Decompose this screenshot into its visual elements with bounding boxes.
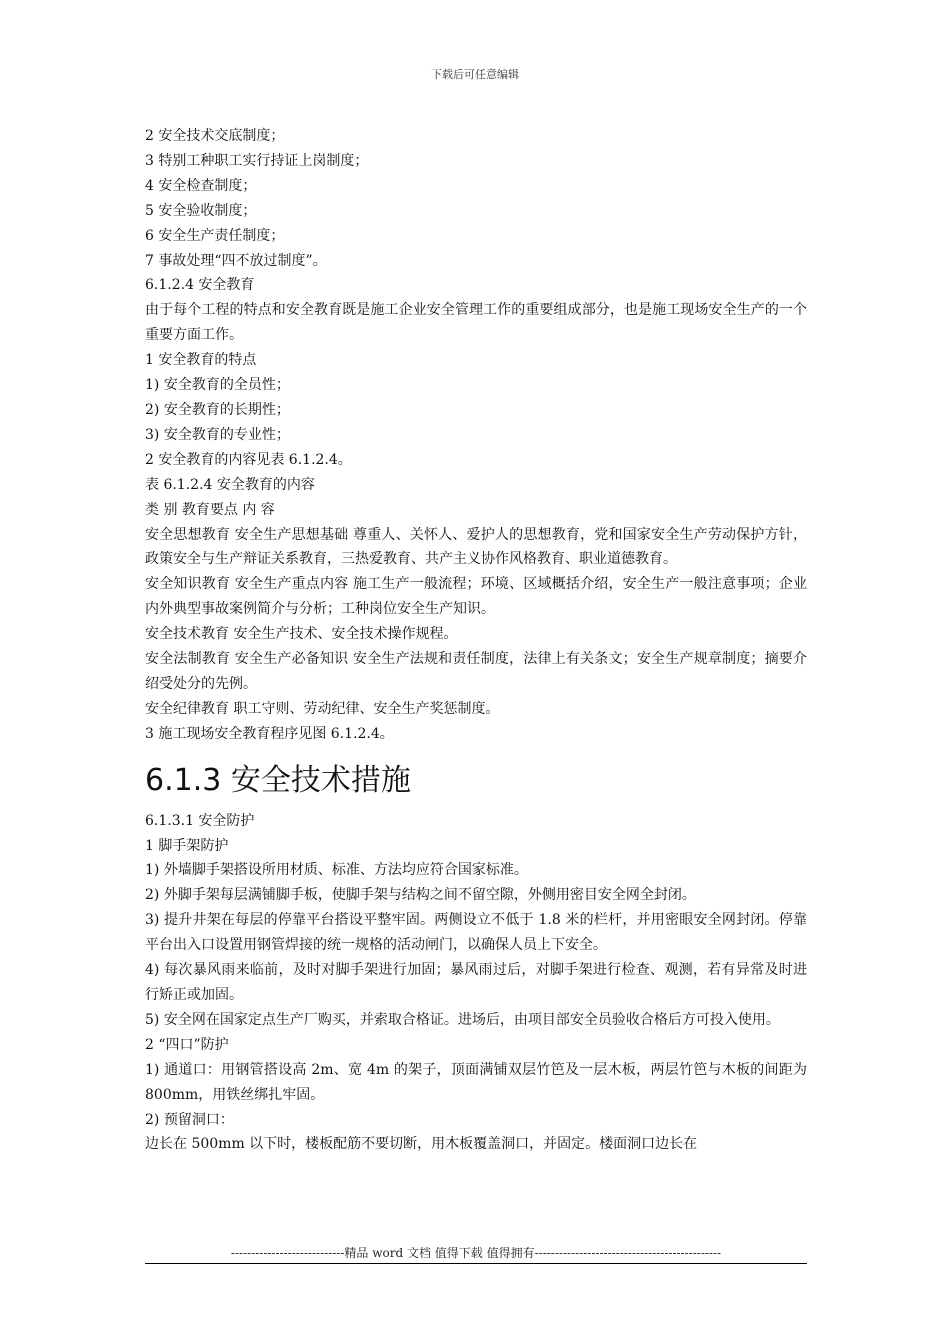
paragraph: 2) 安全教育的长期性； bbox=[145, 401, 290, 418]
paragraph: 3 施工现场安全教育程序见图 6.1.2.4。 bbox=[145, 725, 394, 742]
paragraph: 2 安全技术交底制度； bbox=[145, 128, 285, 144]
paragraph: 2 安全教育的内容见表 6.1.2.4。 bbox=[145, 451, 352, 468]
document-body bbox=[145, 124, 807, 1157]
paragraph: 4) 每次暴风雨来临前，及时对脚手架进行加固；暴风雨过后，对脚手架进行检查、观测，若有异常及时进行矫正或加固。 bbox=[145, 962, 807, 1003]
paragraph: 5 安全验收制度； bbox=[145, 202, 257, 219]
paragraph: 4 安全检查制度； bbox=[145, 177, 257, 194]
page-header: 下载后可任意编辑 bbox=[431, 68, 519, 81]
paragraph: 2 “四口”防护 bbox=[145, 1036, 229, 1053]
table-row: 安全知识教育 安全生产重点内容 施工生产一般流程；环境、区域概括介绍，安全生产一般注意事项；企业内外典型事故案例简介与分析；工种岗位安全生产知识。 bbox=[145, 576, 807, 618]
paragraph: 1 脚手架防护 bbox=[145, 837, 229, 854]
paragraph: 1 安全教育的特点 bbox=[145, 352, 257, 369]
paragraph: 边长在 500mm 以下时，楼板配筋不要切断，用木板覆盖洞口，并固定。楼面洞口边长在 bbox=[145, 1136, 698, 1153]
table-caption: 表 6.1.2.4 安全教育的内容 bbox=[145, 476, 315, 493]
section-part-a bbox=[145, 124, 807, 747]
paragraph: 7 事故处理“四不放过制度”。 bbox=[145, 252, 327, 269]
table-row: 安全思想教育 安全生产思想基础 尊重人、关怀人、爱护人的思想教育，党和国家安全生产劳动保护方针，政策安全与生产辩证关系教育，三热爱教育、共产主义协作风格教育、职业道德教育。 bbox=[145, 526, 807, 568]
subsection-title: 6.1.3.1 安全防护 bbox=[145, 812, 255, 829]
page-footer: ----------------------------精品 word 文档 值得下载 值得拥有---------------------------------------------- bbox=[145, 1244, 807, 1264]
paragraph: 由于每个工程的特点和安全教育既是施工企业安全管理工作的重要组成部分，也是施工现场安全生产的一个重要方面工作。 bbox=[145, 302, 807, 344]
paragraph: 1) 外墙脚手架搭设所用材质、标准、方法均应符合国家标准。 bbox=[145, 862, 528, 879]
paragraph: 3) 安全教育的专业性； bbox=[145, 426, 290, 443]
paragraph: 3 特别工种职工实行持证上岗制度； bbox=[145, 152, 369, 169]
subsection-title: 6.1.2.4 安全教育 bbox=[145, 277, 255, 294]
paragraph: 2) 预留洞口： bbox=[145, 1111, 234, 1128]
paragraph: 6 安全生产责任制度； bbox=[145, 227, 285, 244]
paragraph: 2) 外脚手架每层满铺脚手板，使脚手架与结构之间不留空隙，外侧用密目安全网全封闭。 bbox=[145, 887, 696, 904]
section-part-b bbox=[145, 809, 807, 1158]
paragraph: 1) 通道口：用钢管搭设高 2m、宽 4m 的架子，顶面满铺双层竹笆及一层木板，两层竹笆与木板的间距为 800mm，用铁丝绑扎牢固。 bbox=[145, 1061, 807, 1103]
paragraph: 1) 安全教育的全员性； bbox=[145, 377, 290, 394]
table-row: 安全技术教育 安全生产技术、安全技术操作规程。 bbox=[145, 626, 458, 643]
paragraph: 5) 安全网在国家定点生产厂购买，并索取合格证。进场后，由项目部安全员验收合格后方可投入使用。 bbox=[145, 1011, 780, 1028]
table-row: 安全法制教育 安全生产必备知识 安全生产法规和责任制度，法律上有关条文；安全生产规章制度；摘要介绍受处分的先例。 bbox=[145, 651, 807, 692]
table-row: 安全纪律教育 职工守则、劳动纪律、安全生产奖惩制度。 bbox=[145, 700, 500, 717]
paragraph: 3) 提升井架在每层的停靠平台搭设平整牢固。两侧设立不低于 1.8 米的栏杆，并用密眼安全网封闭。停靠平台出入口设置用钢管焊接的统一规格的活动闸门，以确保人员上下安全。 bbox=[145, 912, 807, 954]
table-header-row: 类 别 教育要点 内 容 bbox=[145, 501, 275, 518]
section-heading: 6.1.3 安全技术措施 bbox=[145, 762, 411, 798]
